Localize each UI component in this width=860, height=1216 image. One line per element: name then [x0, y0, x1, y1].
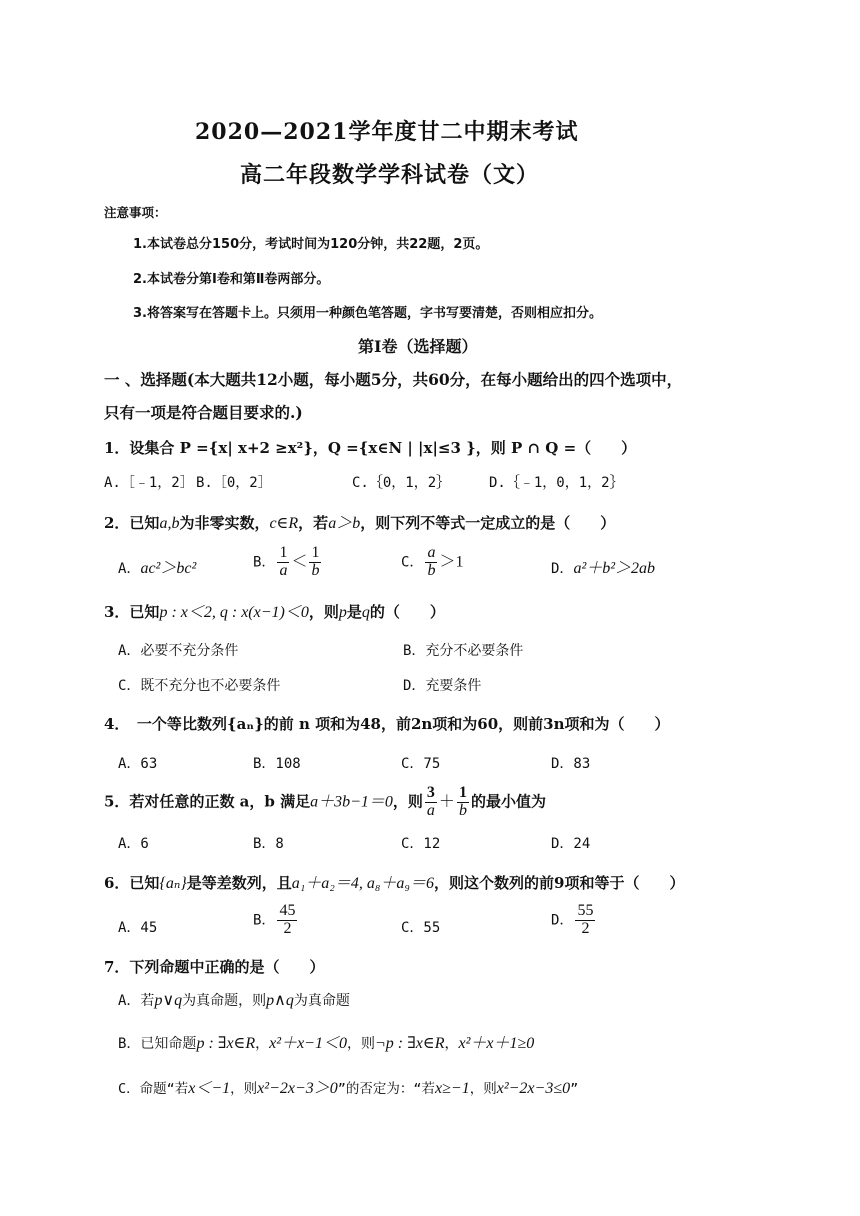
q2-option-b-rel: ＜ — [291, 553, 308, 571]
q7-option-a — [118, 990, 350, 1010]
q7-a-pre: A．若 — [118, 993, 155, 1009]
q7-c-mid2: ”的否定为：“若 — [337, 1081, 436, 1097]
q7-b-e3: ¬p : ∃x∈R — [374, 1035, 445, 1052]
q5-option-c: C．12 — [401, 836, 441, 852]
q4-option-c: C．75 — [401, 756, 441, 772]
q6-option-c: C．55 — [401, 920, 441, 936]
q2-option-c-label: C． — [401, 554, 424, 571]
q4-options — [118, 753, 768, 773]
q7-option-c — [118, 1075, 578, 1098]
q7-a-e2: p∧q — [266, 992, 294, 1009]
q2-options — [118, 545, 768, 585]
q2-option-b-label: B． — [253, 554, 276, 571]
q7-b-e2: x²＋x−1＜0 — [269, 1035, 347, 1052]
q2-option-d-label: D． — [551, 561, 574, 577]
q3-option-d: D．充要条件 — [403, 678, 482, 694]
q1-option-a: A.［﹣1，2］ — [104, 475, 194, 491]
q3-stem-q: q — [361, 604, 370, 621]
q7-a-e1: p∨q — [154, 992, 183, 1009]
q5-option-a: A．6 — [118, 836, 149, 852]
q7-c-pre: C．命题“若 — [118, 1081, 189, 1097]
q5-option-d: D．24 — [551, 836, 591, 852]
q7-c-e1: x＜−1 — [188, 1080, 231, 1097]
q3-stem-post: 的（ ） — [369, 603, 445, 621]
notice-heading: 注意事项： — [104, 205, 167, 220]
q1-option-d: D.｛﹣1，0，1，2｝ — [489, 475, 624, 491]
q7-a-mid: 为真命题，则 — [182, 993, 267, 1009]
q2-stem-cR: c∈R — [269, 515, 299, 532]
q6-option-b-frac: $\frac{45}{2}$ — [279, 902, 296, 937]
q6-stem-seq: {aₙ} — [159, 875, 187, 892]
q5-stem — [104, 785, 546, 820]
q7-c-mid: ，则 — [230, 1081, 258, 1097]
q2-stem-mid2: ，若 — [298, 514, 329, 532]
q3-stem-p: p — [338, 604, 347, 621]
q6-option-d-label: D． — [551, 912, 574, 929]
part1-intro-line1: 一 、选择题(本大题共12小题，每小题5分，共60分，在每小题给出的四个选项中， — [104, 370, 683, 389]
q2-stem — [104, 510, 615, 533]
q5-stem-post: 的最小值为 — [470, 792, 546, 811]
notice-item-2: 2.本试卷分第Ⅰ卷和第Ⅱ卷两部分。 — [133, 272, 330, 287]
q5-plus: ＋ — [438, 793, 455, 811]
exam-title: 2020—2021学年度甘二中期末考试 — [195, 119, 579, 145]
q6-stem-mid: 是等差数列，且 — [186, 874, 292, 892]
q3-stem-mid: ，则 — [308, 603, 339, 621]
q7-b-sep2: ， — [444, 1036, 459, 1052]
q6-option-b — [253, 903, 299, 938]
q5-stem-mid: ，则 — [392, 792, 423, 811]
q2-option-c-rel: ＞1 — [439, 553, 464, 571]
q6-stem-pre: 6．已知 — [104, 874, 160, 892]
q4-stem: 4． 一个等比数列{aₙ}的前 n 项和为48，前2n项和为60，则前3n项和为（ ） — [104, 715, 670, 733]
q3-option-b: B．充分不必要条件 — [403, 643, 524, 659]
q1-option-b: B.［0，2］ — [196, 475, 272, 491]
q3-stem-expr: p : x＜2, q : x(x−1)＜0 — [159, 604, 309, 621]
q5-stem-pre: 5．若对任意的正数 a，b 满足 — [104, 792, 311, 811]
exam-subtitle: 高二年段数学学科试卷（文） — [240, 162, 540, 188]
q2-stem-ab: a,b — [159, 515, 180, 532]
q5-option-b: B．8 — [253, 836, 284, 852]
q7-b-sep: ， — [255, 1036, 270, 1052]
q7-b-mid: ，则 — [346, 1036, 375, 1052]
q7-c-e3: x≥−1 — [435, 1080, 470, 1097]
q2-stem-post: ，则下列不等式一定成立的是（ ） — [360, 514, 616, 532]
q5-frac1: $\frac{3}{a}$ — [426, 784, 435, 819]
q7-c-e4: x²−2x−3≤0 — [496, 1080, 571, 1097]
q7-stem: 7．下列命题中正确的是（ ） — [104, 958, 325, 976]
q4-option-b: B．108 — [253, 756, 301, 772]
q3-stem-pre: 3．已知 — [104, 603, 160, 621]
q6-option-b-label: B． — [253, 912, 276, 929]
q7-option-b — [118, 1030, 534, 1053]
q2-option-b — [253, 545, 323, 580]
q6-option-a: A．45 — [118, 920, 158, 936]
q2-option-d — [551, 555, 655, 578]
q7-c-post: ” — [570, 1081, 579, 1097]
q5-options — [118, 833, 768, 853]
q2-option-d-expr: a²＋b²＞2ab — [573, 560, 656, 577]
q2-stem-mid: 为非零实数， — [179, 514, 270, 532]
q6-stem — [104, 870, 684, 893]
notice-item-1: 1.本试卷总分150分，考试时间为120分钟，共22题，2页。 — [133, 237, 489, 252]
q4-option-a: A．63 — [118, 756, 158, 772]
q7-c-mid3: ，则 — [469, 1081, 497, 1097]
q2-option-b-frac2: $\frac{1}{b}$ — [311, 544, 320, 579]
q3-option-c: C．既不充分也不必要条件 — [118, 678, 281, 694]
q7-c-e2: x²−2x−3＞0 — [257, 1080, 338, 1097]
q2-option-c — [401, 545, 463, 580]
q3-options — [118, 640, 768, 700]
q1-stem: 1．设集合 P ={x| x+2 ≥x²}，Q ={x∈N | |x|≤3 }，则 P ∩ Q =（ ） — [104, 439, 637, 457]
q2-option-b-frac1: $\frac{1}{a}$ — [279, 544, 288, 579]
part1-title: 第Ⅰ卷（选择题） — [358, 337, 478, 356]
q2-option-a-expr: ac²＞bc² — [140, 560, 197, 577]
q7-b-e4: x²＋x＋1≥0 — [458, 1035, 535, 1052]
notice-item-3: 3.将答案写在答题卡上。只须用一种颜色笔答题，字书写要清楚，否则相应扣分。 — [133, 306, 602, 321]
q5-frac2: $\frac{1}{b}$ — [458, 784, 467, 819]
q2-option-c-frac: $\frac{a}{b}$ — [427, 544, 436, 579]
q1-option-c: C.｛0，1，2｝ — [352, 475, 451, 491]
q6-stem-post: ，则这个数列的前9项和等于（ ） — [434, 874, 685, 892]
q3-option-a: A．必要不充分条件 — [118, 643, 239, 659]
q2-stem-cond: a＞b — [328, 515, 361, 532]
q6-option-d — [551, 903, 597, 938]
q3-stem-mid2: 是 — [346, 603, 362, 621]
q6-option-d-frac: $\frac{55}{2}$ — [577, 902, 594, 937]
q4-option-d: D．83 — [551, 756, 591, 772]
q6-stem-expr: a₁＋a₂＝4, a₈＋a₉＝6 — [291, 875, 434, 892]
part1-intro-line2: 只有一项是符合题目要求的.) — [104, 403, 303, 422]
q7-a-post: 为真命题 — [293, 993, 350, 1009]
q2-option-a — [118, 555, 196, 578]
q7-b-e1: p : ∃x∈R — [196, 1035, 256, 1052]
q1-options — [104, 472, 764, 492]
q3-stem — [104, 599, 445, 622]
q7-b-pre: B．已知命题 — [118, 1036, 197, 1052]
q6-options — [118, 903, 768, 947]
q2-stem-pre: 2．已知 — [104, 514, 160, 532]
q5-stem-expr: a＋3b−1＝0 — [310, 793, 393, 811]
q2-option-a-label: A． — [118, 561, 141, 577]
